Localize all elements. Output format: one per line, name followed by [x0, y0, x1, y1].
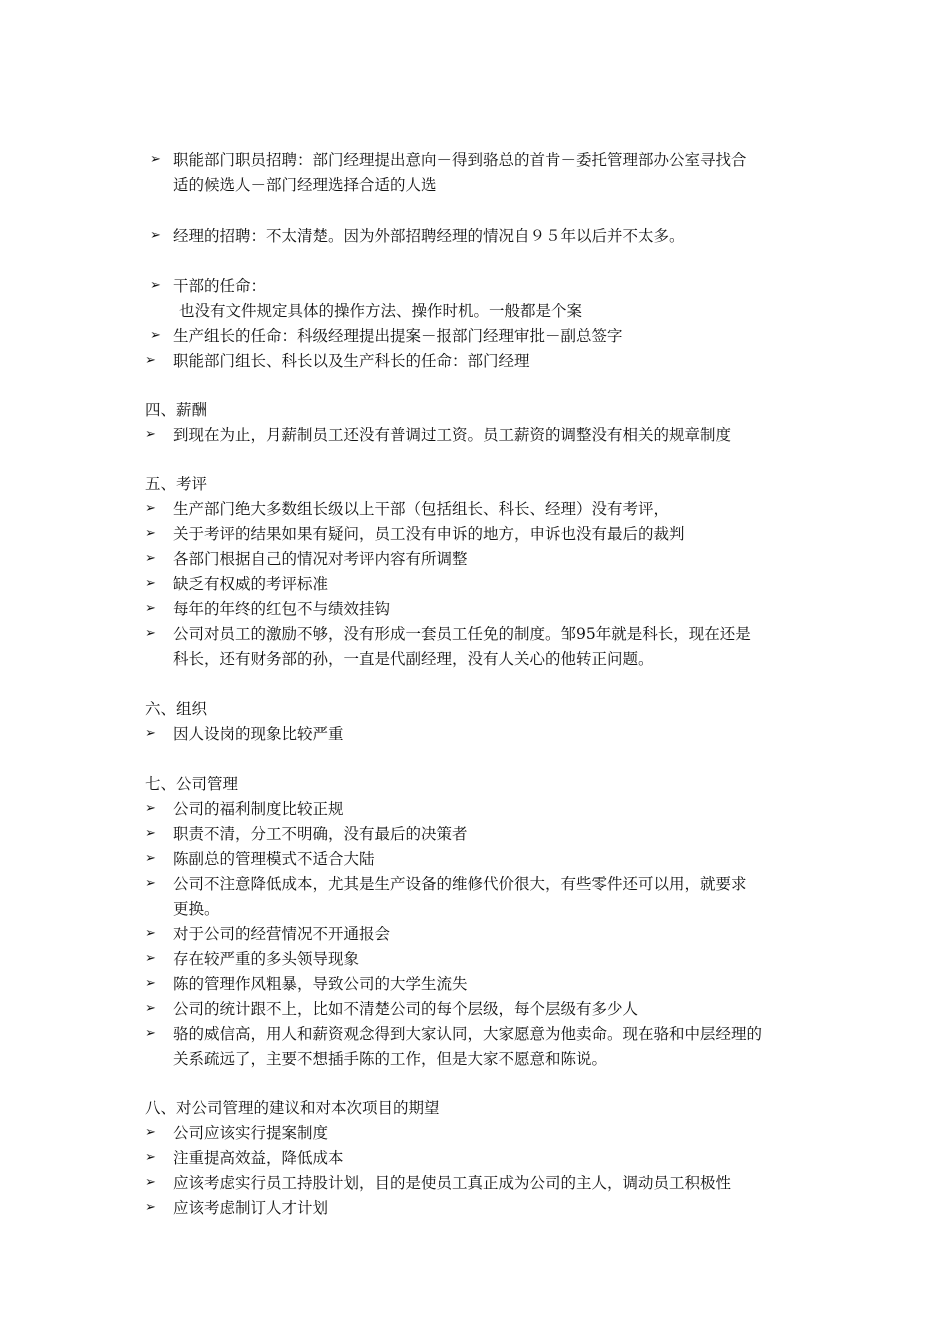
list-item-text: 职责不清，分工不明确，没有最后的决策者: [173, 825, 468, 843]
list-item-text: 适的候选人－部门经理选择合适的人选: [173, 176, 437, 194]
section-heading: 七、公司管理: [145, 775, 239, 793]
list-item-text: 缺乏有权威的考评标准: [173, 575, 329, 593]
list-item-text: 因人设岗的现象比较严重: [173, 725, 344, 743]
bullet-arrow-icon: ➢: [145, 876, 156, 891]
list-item-text: 更换。: [173, 900, 220, 918]
list-item-text: 对于公司的经营情况不开通报会: [173, 925, 391, 943]
list-item-text: 关系疏远了，主要不想插手陈的工作，但是大家不愿意和陈说。: [173, 1050, 608, 1068]
list-item-text: 到现在为止，月薪制员工还没有普调过工资。员工薪资的调整没有相关的规章制度: [173, 426, 732, 444]
list-item-text: 公司不注意降低成本，尤其是生产设备的维修代价很大，有些零件还可以用，就要求: [173, 875, 747, 893]
list-item-text: 公司对员工的激励不够，没有形成一套员工任免的制度。邹95年就是科长，现在还是: [173, 625, 751, 643]
section-heading: 八、对公司管理的建议和对本次项目的期望: [145, 1099, 440, 1117]
list-item-text: 关于考评的结果如果有疑问，员工没有申诉的地方，申诉也没有最后的裁判: [173, 525, 685, 543]
list-item-text: 存在较严重的多头领导现象: [173, 950, 360, 968]
bullet-arrow-icon: ➢: [145, 1001, 156, 1016]
list-item-text: 生产组长的任命：科级经理提出提案－报部门经理审批－副总签字: [173, 327, 623, 345]
bullet-arrow-icon: ➢: [145, 601, 156, 616]
bullet-arrow-icon: ➢: [145, 826, 156, 841]
bullet-arrow-icon: ➢: [145, 576, 156, 591]
bullet-arrow-icon: ➢: [145, 1026, 156, 1041]
list-item-text: 应该考虑制订人才计划: [173, 1199, 329, 1217]
list-item-text: 职能部门组长、科长以及生产科长的任命：部门经理: [173, 352, 530, 370]
list-item-text: 应该考虑实行员工持股计划，目的是使员工真正成为公司的主人，调动员工积极性: [173, 1174, 732, 1192]
bullet-arrow-icon: ➢: [145, 926, 156, 941]
bullet-arrow-icon: ➢: [145, 526, 156, 541]
section-heading: 四、薪酬: [145, 401, 208, 419]
list-item-text: 骆的威信高，用人和薪资观念得到大家认同，大家愿意为他卖命。现在骆和中层经理的: [173, 1025, 763, 1043]
bullet-arrow-icon: ➢: [145, 851, 156, 866]
list-item-text: 科长，还有财务部的孙，一直是代副经理，没有人关心的他转正问题。: [173, 650, 654, 668]
list-item-text: 公司的福利制度比较正规: [173, 800, 344, 818]
bullet-arrow-icon: ➢: [145, 951, 156, 966]
bullet-arrow-icon: ➢: [145, 427, 156, 442]
list-item-text: 陈的管理作风粗暴，导致公司的大学生流失: [173, 975, 468, 993]
bullet-arrow-icon: ➢: [145, 1200, 156, 1215]
bullet-arrow-icon: ➢: [150, 228, 161, 243]
list-item-text: 生产部门绝大多数组长级以上干部（包括组长、科长、经理）没有考评，: [173, 500, 670, 518]
bullet-arrow-icon: ➢: [145, 626, 156, 641]
list-item-text: 陈副总的管理模式不适合大陆: [173, 850, 375, 868]
bullet-arrow-icon: ➢: [145, 801, 156, 816]
list-item-text: 注重提高效益，降低成本: [173, 1149, 344, 1167]
bullet-arrow-icon: ➢: [145, 976, 156, 991]
bullet-arrow-icon: ➢: [150, 328, 161, 343]
list-item-text: 干部的任命：: [173, 277, 267, 295]
list-item-text: 各部门根据自己的情况对考评内容有所调整: [173, 550, 468, 568]
list-item-text: 每年的年终的红包不与绩效挂钩: [173, 600, 391, 618]
bullet-arrow-icon: ➢: [145, 501, 156, 516]
bullet-arrow-icon: ➢: [145, 1175, 156, 1190]
list-item-text: 职能部门职员招聘：部门经理提出意向－得到骆总的首肯－委托管理部办公室寻找合: [173, 151, 747, 169]
plain-text: 也没有文件规定具体的操作方法、操作时机。一般都是个案: [179, 302, 583, 320]
list-item-text: 经理的招聘：不太清楚。因为外部招聘经理的情况自９５年以后并不太多。: [173, 227, 685, 245]
bullet-arrow-icon: ➢: [145, 551, 156, 566]
list-item-text: 公司应该实行提案制度: [173, 1124, 329, 1142]
section-heading: 五、考评: [145, 475, 208, 493]
list-item-text: 公司的统计跟不上，比如不清楚公司的每个层级，每个层级有多少人: [173, 1000, 639, 1018]
bullet-arrow-icon: ➢: [145, 1150, 156, 1165]
bullet-arrow-icon: ➢: [145, 353, 156, 368]
section-heading: 六、组织: [145, 700, 208, 718]
bullet-arrow-icon: ➢: [150, 278, 161, 293]
bullet-arrow-icon: ➢: [150, 152, 161, 167]
bullet-arrow-icon: ➢: [145, 726, 156, 741]
bullet-arrow-icon: ➢: [145, 1125, 156, 1140]
